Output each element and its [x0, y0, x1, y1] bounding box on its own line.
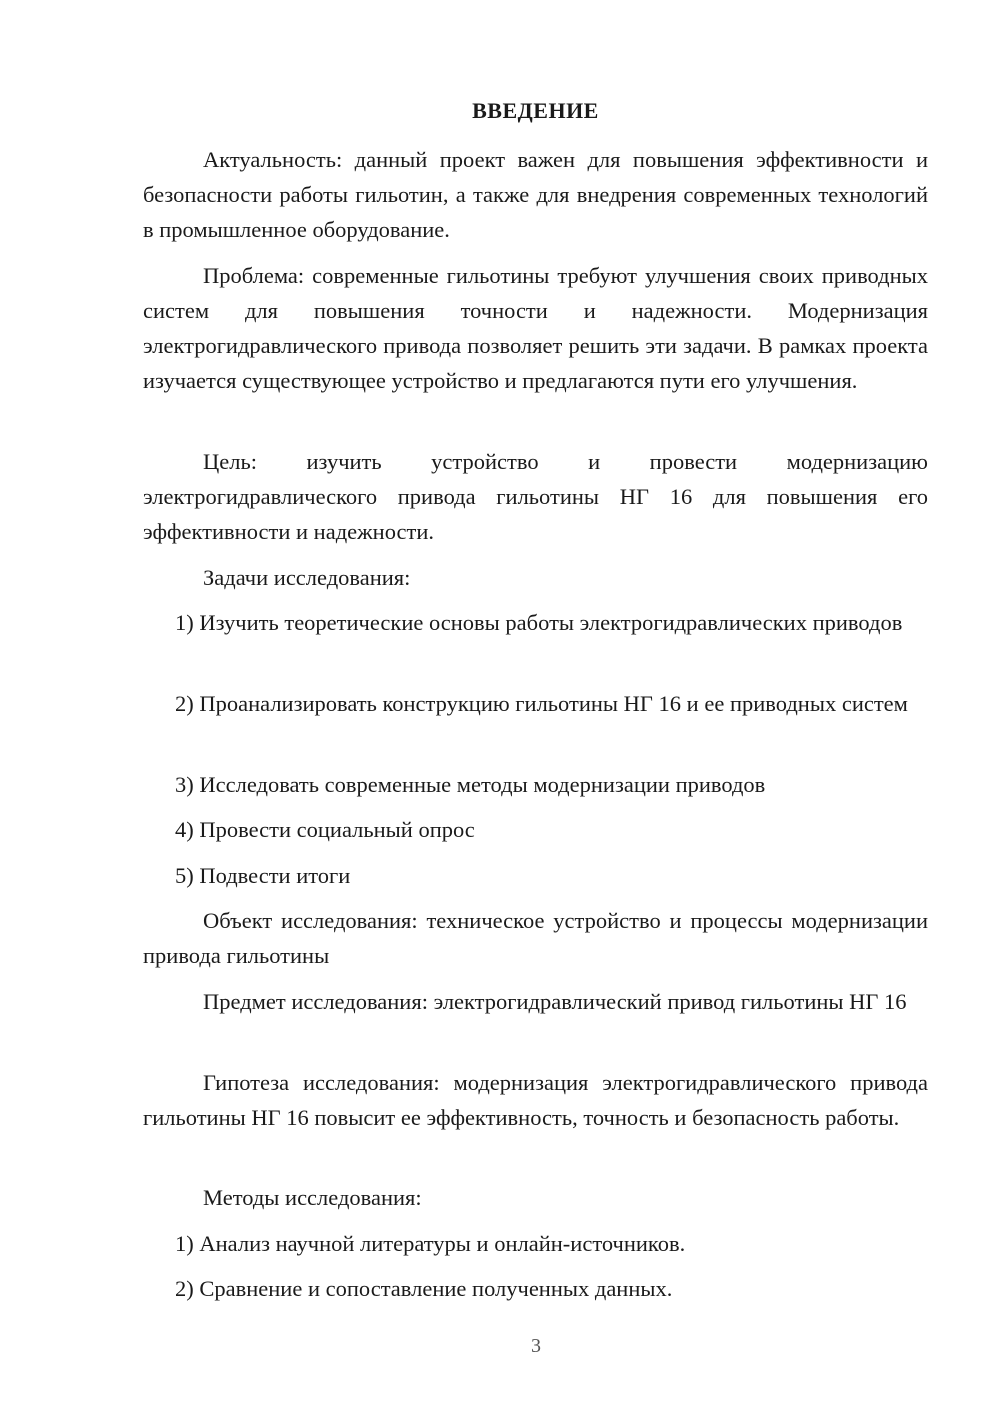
list-item-task-4: 4) Провести социальный опрос [175, 817, 475, 842]
list-item-task-2: 2) Проанализировать конструкцию гильотины НГ 16 и ее приводных систем [175, 691, 908, 716]
paragraph-relevance: Актуальность: данный проект важен для повышения эффективности и безопасности работы гильотин, а также для внедрения современных технологий в промышленное оборудование. [143, 147, 928, 242]
paragraph-hypothesis: Гипотеза исследования: модернизация электрогидравлического привода гильотины НГ 16 повысит ее эффективность, точность и безопасность работы. [143, 1070, 928, 1130]
paragraph-tasks-heading: Задачи исследования: [203, 565, 411, 590]
section-title: ВВЕДЕНИЕ [472, 98, 599, 123]
paragraph-problem: Проблема: современные гильотины требуют улучшения своих приводных систем для повышения точности и надежности. Модернизация электрогидравлического привода позволяет решить эти задачи. В рамках проекта изучается существующее устройство и предлагаются пути его улучшения. [143, 263, 928, 393]
paragraph-subject: Предмет исследования: электрогидравлический привод гильотины НГ 16 [203, 989, 907, 1014]
paragraph-object: Объект исследования: техническое устройство и процессы модернизации привода гильотины [143, 908, 928, 968]
list-item-task-1: 1) Изучить теоретические основы работы электрогидравлических приводов [175, 610, 903, 635]
list-item-method-1: 1) Анализ научной литературы и онлайн-источников. [175, 1231, 686, 1256]
page-number: 3 [531, 1335, 541, 1357]
paragraph-methods-heading: Методы исследования: [203, 1185, 422, 1210]
list-item-method-2: 2) Сравнение и сопоставление полученных данных. [175, 1276, 673, 1301]
paragraph-goal: Цель: изучить устройство и провести модернизацию электрогидравлического привода гильотины НГ 16 для повышения его эффективности и надежности. [143, 449, 928, 544]
list-item-task-5: 5) Подвести итоги [175, 863, 351, 888]
list-item-task-3: 3) Исследовать современные методы модернизации приводов [175, 772, 766, 797]
